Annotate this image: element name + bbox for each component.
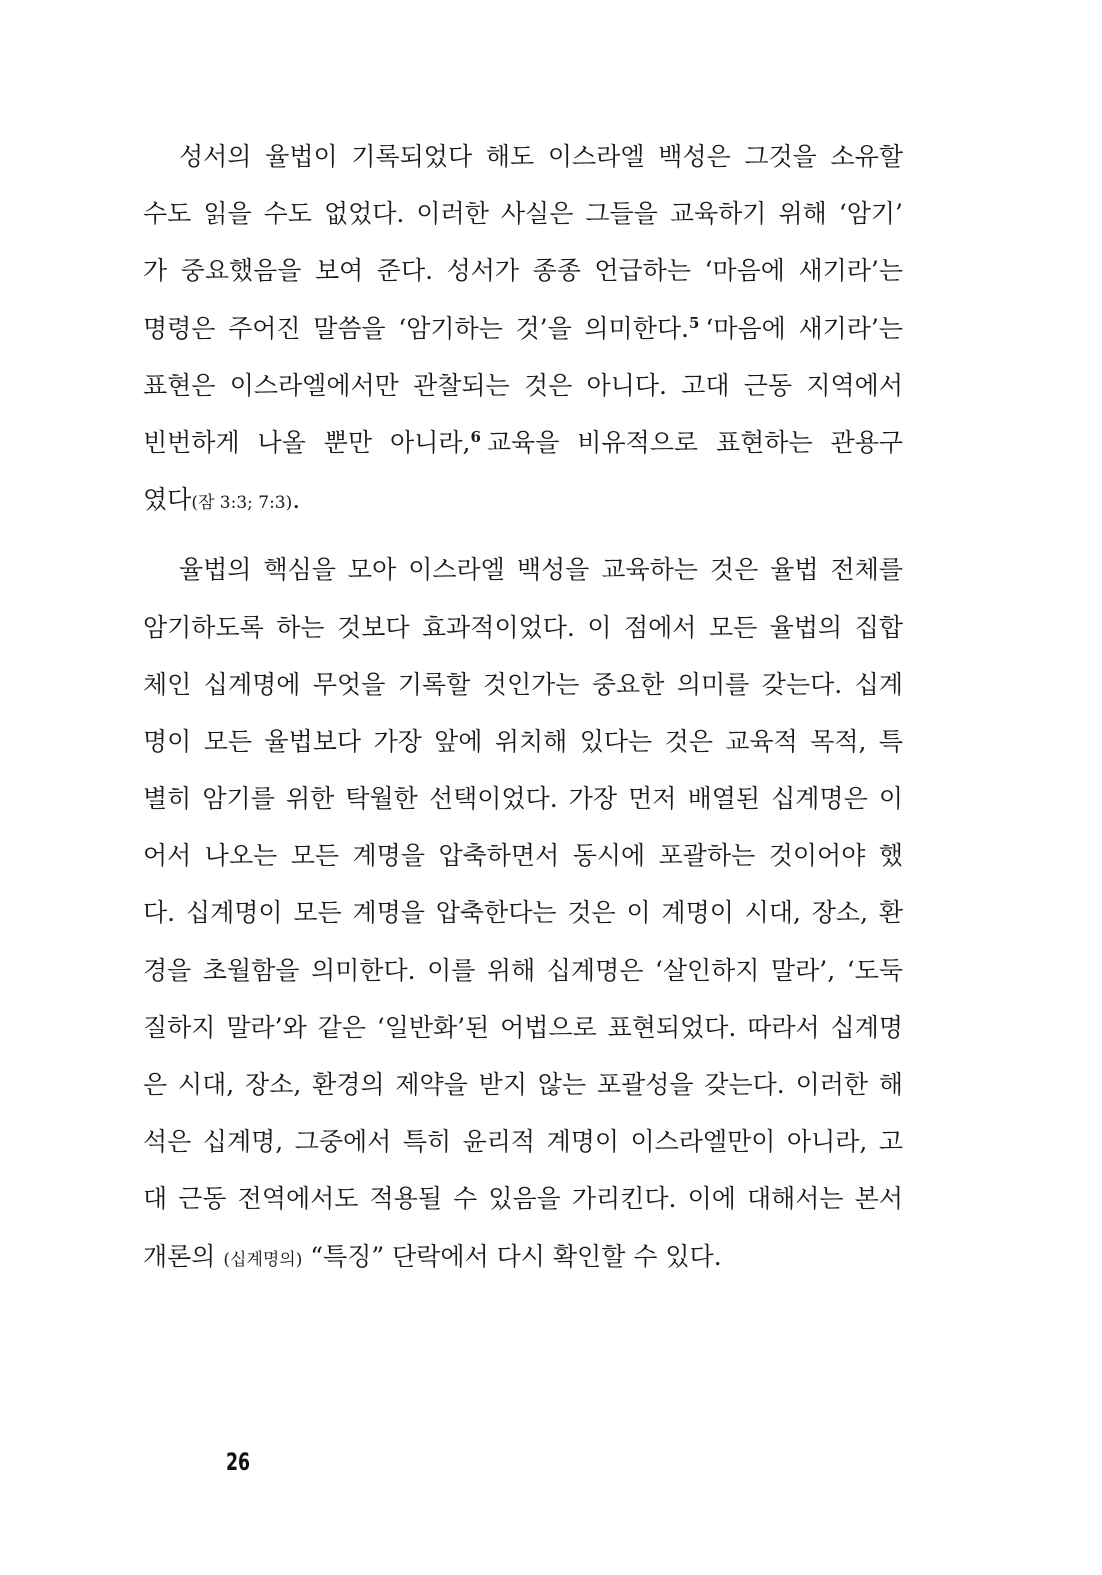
paragraph-1 bbox=[143, 128, 903, 528]
text-line: 가 중요했음을 보여 준다. 성서가 종종 언급하는 ‘마음에 새기라’는 bbox=[143, 256, 903, 286]
text-line: 질하지 말라’와 같은 ‘일반화’된 어법으로 표현되었다. 따라서 십계명 bbox=[143, 1012, 903, 1042]
text-line: 체인 십계명에 무엇을 기록할 것인가는 중요한 의미를 갖는다. 십계 bbox=[143, 669, 903, 699]
footnote-marker: 5 bbox=[688, 313, 700, 332]
footnote-marker: 6 bbox=[470, 427, 481, 446]
paragraph-2 bbox=[143, 541, 903, 1284]
page-body bbox=[143, 128, 903, 1285]
text-segment: 빈번하게 나올 뿐만 아니라, bbox=[143, 427, 471, 457]
text-segment: 명령은 주어진 말씀을 ‘암기하는 것’을 의미한다. bbox=[143, 313, 689, 343]
text-line: 다. 십계명이 모든 계명을 압축한다는 것은 이 계명이 시대, 장소, 환 bbox=[143, 898, 903, 928]
text-line bbox=[143, 414, 903, 471]
text-segment: “특징” 단락에서 다시 확인할 수 있다. bbox=[302, 1241, 722, 1271]
text-line: 암기하도록 하는 것보다 효과적이었다. 이 점에서 모든 율법의 집합 bbox=[143, 612, 903, 642]
text-line: 수도 읽을 수도 없었다. 이러한 사실은 그들을 교육하기 위해 ‘암기’ bbox=[143, 199, 903, 229]
text-line bbox=[143, 471, 903, 528]
text-line: 명이 모든 율법보다 가장 앞에 위치해 있다는 것은 교육적 목적, 특 bbox=[143, 726, 903, 756]
text-line: 율법의 핵심을 모아 이스라엘 백성을 교육하는 것은 율법 전체를 bbox=[179, 555, 903, 585]
text-line: 경을 초월함을 의미한다. 이를 위해 십계명은 ‘살인하지 말라’, ‘도둑 bbox=[143, 955, 903, 985]
scripture-reference: (잠 3:3; 7:3) bbox=[191, 493, 293, 514]
text-segment: ‘마음에 새기라’는 bbox=[705, 313, 903, 343]
text-line: 표현은 이스라엘에서만 관찰되는 것은 아니다. 고대 근동 지역에서 bbox=[143, 370, 903, 400]
text-line: 석은 십계명, 그중에서 특히 윤리적 계명이 이스라엘만이 아니라, 고 bbox=[143, 1127, 903, 1157]
text-line: 어서 나오는 모든 계명을 압축하면서 동시에 포괄하는 것이어야 했 bbox=[143, 841, 903, 871]
text-segment: 개론의 bbox=[143, 1241, 224, 1271]
text-line: 별히 암기를 위한 탁월한 선택이었다. 가장 먼저 배열된 십계명은 이 bbox=[143, 784, 903, 814]
page-number: 26 bbox=[226, 1448, 251, 1476]
text-line: 대 근동 전역에서도 적용될 수 있음을 가리킨다. 이에 대해서는 본서 bbox=[143, 1184, 903, 1214]
parenthetical: (십계명의) bbox=[223, 1249, 303, 1270]
text-line bbox=[143, 1228, 903, 1285]
text-segment: . bbox=[292, 485, 301, 515]
text-segment: 였다 bbox=[143, 485, 192, 515]
text-segment: 교육을 비유적으로 표현하는 관용구 bbox=[486, 427, 903, 457]
text-line: 은 시대, 장소, 환경의 제약을 받지 않는 포괄성을 갖는다. 이러한 해 bbox=[143, 1070, 903, 1099]
text-line: 성서의 율법이 기록되었다 해도 이스라엘 백성은 그것을 소유할 bbox=[179, 142, 903, 171]
text-line bbox=[143, 300, 903, 357]
